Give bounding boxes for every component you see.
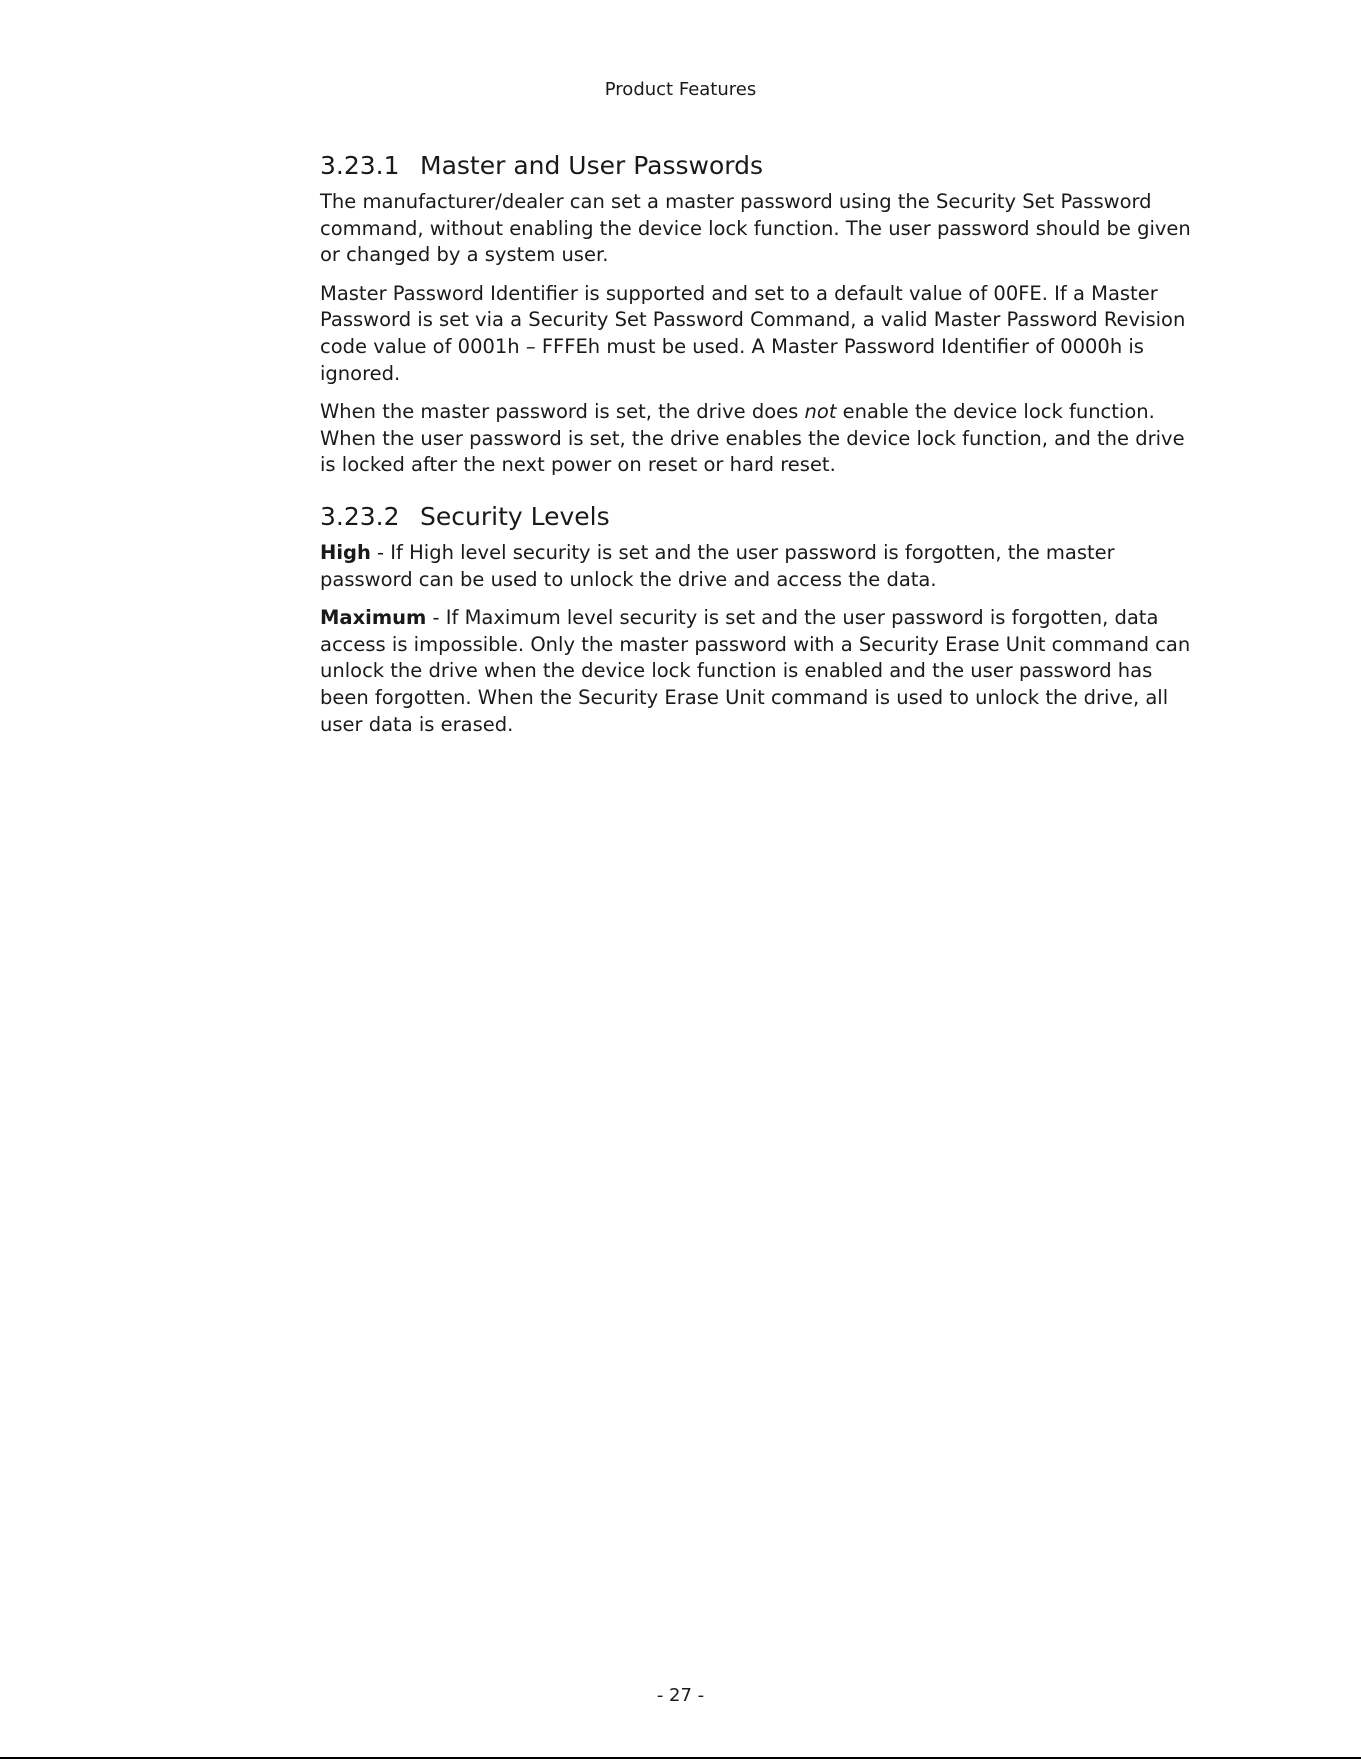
paragraph-master-password-identifier: Master Password Identifier is supported and set to a default value of 00FE. If a Master Password is set via a Security Set Password Command, a valid Master Password Revision code value of 0001h – FFFEh must be used. A Master Password Identifier of 0000h is ignored. <box>320 281 1186 385</box>
section-heading-master-user-passwords <box>320 150 1200 182</box>
section-heading-security-levels <box>320 501 1200 533</box>
term-maximum: Maximum <box>320 606 427 630</box>
section-title: Security Levels <box>420 501 610 531</box>
lock-behavior-text-end: enable the device lock function. When the user password is set, the drive enables the device lock function, and the drive is locked after the next power on reset or hard reset. <box>320 400 1185 477</box>
paragraph-master-password-setting: The manufacturer/dealer can set a master password using the Security Set Password command, without enabling the device lock function. The user password should be given or changed by a system user. <box>320 190 1191 267</box>
maximum-level-description: - If Maximum level security is set and the user password is forgotten, data access is impossible. Only the master password with a Security Erase Unit command can unlock the drive when the device lock function is enabled and the user password has been forgotten. When the Security Erase Unit command is used to unlock the drive, all user data is erased. <box>320 606 1191 736</box>
paragraph-maximum-level <box>320 605 1200 738</box>
paragraph-high-level <box>320 540 1200 593</box>
high-level-description: - If High level security is set and the user password is forgotten, the master password can be used to unlock the drive and access the data. <box>320 540 1115 591</box>
page-content <box>320 150 1200 738</box>
paragraph-lock-behavior <box>320 399 1200 479</box>
bottom-divider <box>0 1757 1361 1759</box>
term-high: High <box>320 540 371 564</box>
running-header: Product Features <box>604 79 757 100</box>
section-title: Master and User Passwords <box>420 151 764 180</box>
section-number: 3.23.2 <box>320 501 400 531</box>
lock-behavior-text-start: When the master password is set, the drive does <box>320 400 805 424</box>
page-number: - 27 - <box>656 1685 705 1706</box>
section-number: 3.23.1 <box>320 151 400 180</box>
emphasis-not: not <box>804 400 837 424</box>
